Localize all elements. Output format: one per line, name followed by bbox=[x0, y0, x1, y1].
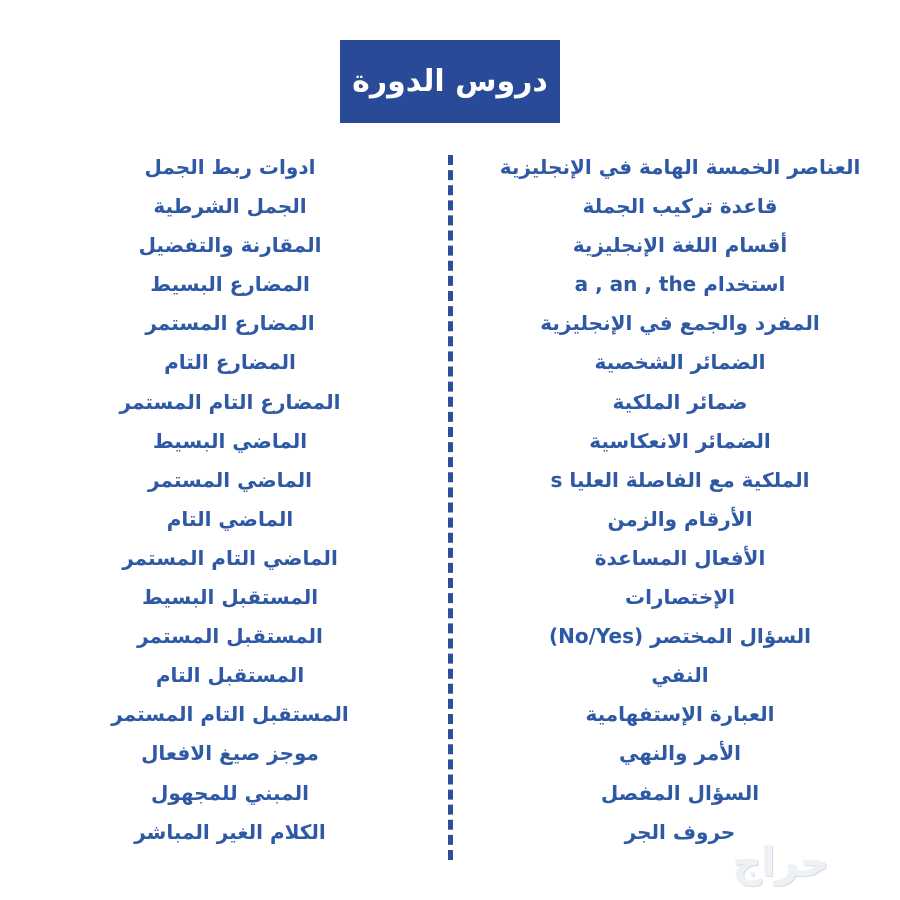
list-item: المستقبل المستمر bbox=[137, 624, 323, 649]
list-item: الماضي التام bbox=[166, 506, 294, 531]
column-divider bbox=[448, 155, 453, 860]
list-item: حروف الجر bbox=[624, 819, 736, 844]
list-item: ادوات ربط الجمل bbox=[144, 155, 316, 179]
list-item: النفي bbox=[651, 663, 709, 688]
list-item: المضارع التام المستمر bbox=[119, 389, 341, 414]
list-item: المضارع المستمر bbox=[145, 311, 315, 336]
list-item: المستقبل البسيط bbox=[141, 585, 319, 610]
list-item: أقسام اللغة الإنجليزية bbox=[572, 233, 788, 258]
list-item: s الملكية مع الفاصلة العليا bbox=[550, 467, 810, 492]
list-item: الماضي المستمر bbox=[148, 467, 312, 492]
list-item: الماضي التام المستمر bbox=[122, 545, 338, 570]
list-item: الإختصارات bbox=[624, 585, 735, 610]
list-item: الأرقام والزمن bbox=[607, 506, 753, 531]
list-item: المضارع البسيط bbox=[150, 272, 310, 297]
list-item: المفرد والجمع في الإنجليزية bbox=[540, 311, 820, 336]
list-item: موجز صيغ الافعال bbox=[141, 741, 319, 766]
list-item: المستقبل التام المستمر bbox=[111, 702, 349, 727]
list-item: الجمل الشرطية bbox=[153, 194, 307, 219]
list-item: السؤال المختصر (No/Yes) bbox=[548, 624, 812, 649]
list-item: المستقبل التام bbox=[155, 663, 305, 688]
list-item: المضارع التام bbox=[164, 350, 296, 375]
list-item: الضمائر الانعكاسية bbox=[589, 428, 771, 453]
list-item: الماضي البسيط bbox=[152, 428, 308, 453]
list-item: المبني للمجهول bbox=[151, 780, 309, 805]
lessons-list-right bbox=[470, 148, 890, 852]
list-item: ضمائر الملكية bbox=[612, 389, 748, 414]
list-item: المقارنة والتفضيل bbox=[138, 233, 322, 258]
title-box bbox=[340, 40, 560, 123]
haraj-watermark: حراج bbox=[732, 840, 830, 886]
list-item: الأفعال المساعدة bbox=[594, 545, 766, 570]
list-item: قاعدة تركيب الجملة bbox=[582, 194, 778, 219]
list-item: الكلام الغير المباشر bbox=[134, 819, 326, 844]
list-item: السؤال المفصل bbox=[600, 780, 760, 805]
list-item: استخدام a , an , the bbox=[574, 272, 786, 297]
list-item: العبارة الإستفهامية bbox=[585, 702, 775, 727]
lessons-list-left bbox=[110, 148, 350, 852]
list-item: الضمائر الشخصية bbox=[594, 350, 766, 375]
list-item: الأمر والنهي bbox=[619, 741, 741, 766]
page-title: دروس الدورة bbox=[352, 64, 548, 99]
list-item: العناصر الخمسة الهامة في الإنجليزية bbox=[499, 155, 861, 179]
